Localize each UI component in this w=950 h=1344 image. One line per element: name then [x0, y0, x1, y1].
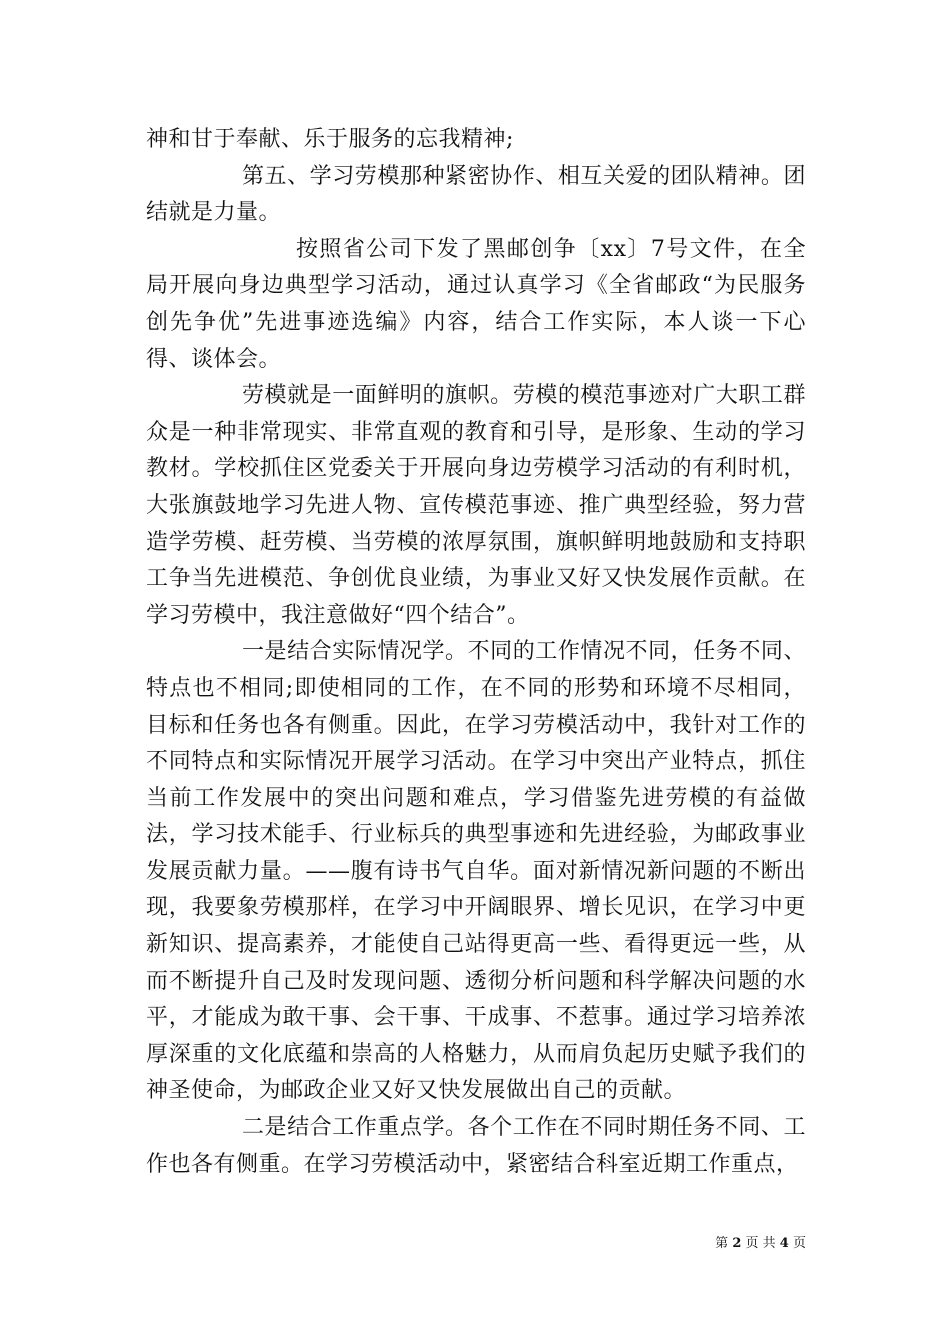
footer-total-pages: 4	[779, 1236, 789, 1251]
paragraph-2: 第五、学习劳模那种紧密协作、相互关爱的团队精神。团结就是力量。	[146, 163, 806, 226]
page-number-footer	[715, 1236, 806, 1252]
footer-prefix: 第	[715, 1236, 729, 1251]
paragraph-6: 二是结合工作重点学。各个工作在不同时期任务不同、工作也各有侧重。在学习劳模活动中，紧密结合科室近期工作重点，	[146, 1115, 806, 1177]
paragraph-1: 神和甘于奉献、乐于服务的忘我精神;	[146, 127, 514, 152]
document-body	[146, 122, 806, 1183]
footer-suffix: 页	[792, 1236, 806, 1251]
footer-middle: 页 共	[745, 1236, 776, 1251]
paragraph-4: 劳模就是一面鲜明的旗帜。劳模的模范事迹对广大职工群众是一种非常现实、非常直观的教育和引导，是形象、生动的学习教材。学校抓住区党委关于开展向身边劳模学习活动的有利时机，大张旗鼓地学习先进人物、宣传模范事迹、推广典型经验，努力营造学劳模、赶劳模、当劳模的浓厚氛围，旗帜鲜明地鼓励和支持职工争当先进模范、争创优良业绩，为事业又好又快发展作贡献。在学习劳模中，我注意做好“四个结合”。	[146, 383, 806, 628]
paragraph-3: 按照省公司下发了黑邮创争〔xx〕7号文件，在全局开展向身边典型学习活动，通过认真学习《全省邮政“为民服务创先争优”先进事迹选编》内容，结合工作实际，本人谈一下心得、谈体会。	[146, 236, 806, 372]
paragraph-5: 一是结合实际情况学。不同的工作情况不同，任务不同、特点也不相同;即使相同的工作，在不同的形势和环境不尽相同，目标和任务也各有侧重。因此，在学习劳模活动中，我针对工作的不同特点和实际情况开展学习活动。在学习中突出产业特点，抓住当前工作发展中的突出问题和难点，学习借鉴先进劳模的有益做法，学习技术能手、行业标兵的典型事迹和先进经验，为邮政事业发展贡献力量。——腹有诗书气自华。面对新情况新问题的不断出现，我要象劳模那样，在学习中开阔眼界、增长见识，在学习中更新知识、提高素养，才能使自己站得更高一些、看得更远一些，从而不断提升自己及时发现问题、透彻分析问题和科学解决问题的水平，才能成为敢干事、会干事、干成事、不惹事。通过学习培养浓厚深重的文化底蕴和崇高的人格魅力，从而肩负起历史赋予我们的神圣使命，为邮政企业又好又快发展做出自己的贡献。	[146, 639, 806, 1104]
footer-page-number: 2	[732, 1236, 742, 1251]
